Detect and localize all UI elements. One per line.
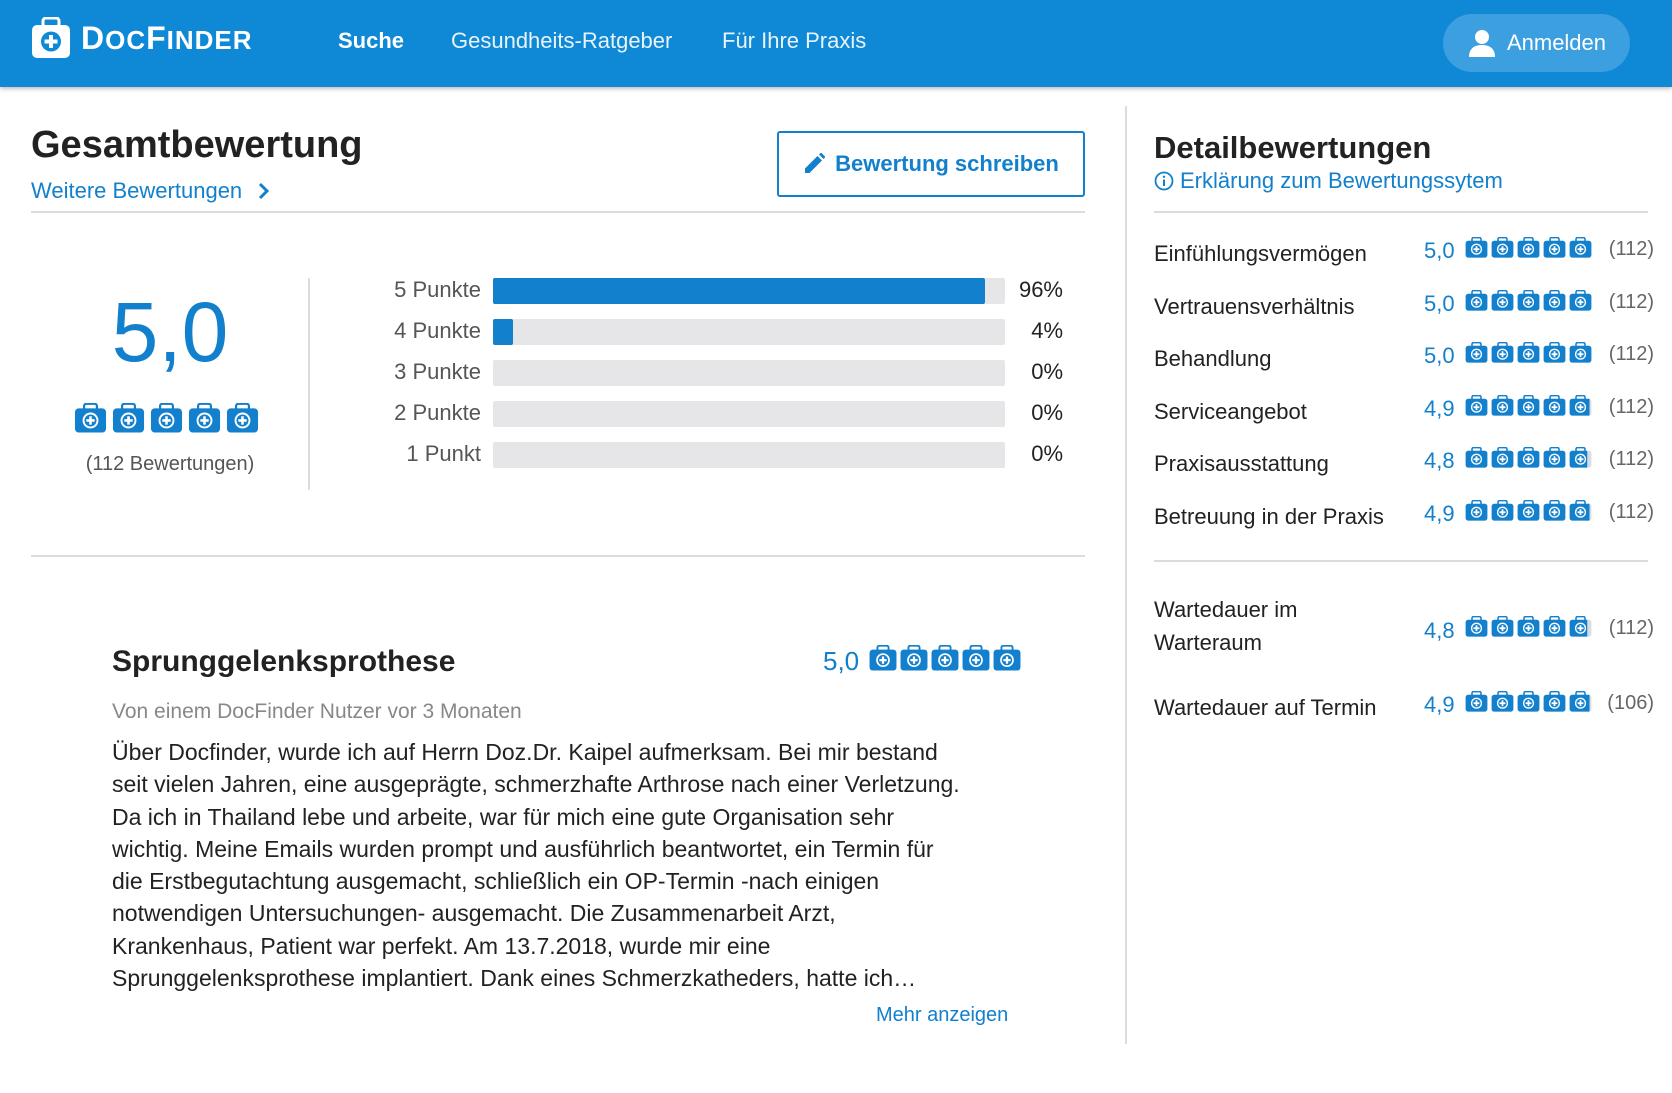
docfinder-logo[interactable] — [31, 17, 253, 59]
medical-kit-rating-icon — [1517, 447, 1540, 468]
detail-criterion-row — [1154, 389, 1654, 425]
write-review-label: Bewertung schreiben — [835, 151, 1059, 176]
overall-review-count: (112 Bewertungen) — [85, 453, 255, 475]
medical-kit-rating-icon — [1569, 691, 1592, 712]
rating-system-explanation-link[interactable] — [1154, 168, 1503, 194]
criterion-count: (112) — [1608, 448, 1654, 470]
medical-kit-rating-icon — [1465, 342, 1488, 363]
nav-suche[interactable]: Suche — [338, 28, 405, 53]
distribution-label: 2 Punkte — [394, 400, 481, 425]
review-score: 5,0 — [823, 646, 860, 676]
medical-kit-rating-icon — [1569, 616, 1592, 637]
distribution-bar-track — [493, 401, 1005, 427]
medical-kit-rating-icon — [1517, 691, 1540, 712]
medical-kit-rating-icon — [1465, 447, 1488, 468]
detail-criterion-row — [1154, 284, 1654, 320]
criterion-score: 4,9 — [1424, 501, 1455, 526]
distribution-bar-track — [493, 442, 1005, 468]
logo-wordmark: DOCFINDER — [81, 19, 253, 56]
distribution-row — [330, 439, 1070, 469]
distribution-percent: 0% — [1031, 441, 1063, 466]
overall-rating-title: Gesamtbewertung — [31, 124, 363, 166]
distribution-percent: 0% — [1031, 400, 1063, 425]
divider — [1154, 560, 1648, 562]
login-label: Anmelden — [1506, 30, 1607, 55]
distribution-percent: 0% — [1031, 359, 1063, 384]
nav-fuer-ihre-praxis[interactable]: Für Ihre Praxis — [722, 28, 867, 53]
medical-kit-rating-icon — [1569, 237, 1592, 258]
review-title: Sprunggelenksprothese — [112, 645, 456, 678]
pencil-icon — [803, 153, 825, 175]
distribution-bar-track — [493, 360, 1005, 386]
detail-ratings-title: Detailbewertungen — [1154, 130, 1432, 165]
waiting-count: (112) — [1608, 617, 1654, 639]
criterion-score: 5,0 — [1424, 291, 1455, 316]
medical-kit-rating-icon — [1543, 237, 1566, 258]
medical-kit-rating-icon — [1517, 342, 1540, 363]
medical-kit-rating-icon — [1517, 237, 1540, 258]
criterion-score: 5,0 — [1424, 238, 1455, 263]
medical-kit-rating-icon — [900, 645, 928, 671]
divider — [1154, 211, 1648, 213]
waiting-rating-icons — [1465, 691, 1592, 712]
review-text-line: notwendigen Untersuchungen- ausgemacht. Die Zusammenarbeit Arzt, — [112, 900, 836, 927]
review-text-line: wichtig. Meine Emails wurden prompt und ausführlich beantwortet, ein Termin für — [112, 835, 934, 862]
medical-kit-rating-icon — [1491, 447, 1514, 468]
criterion-rating-icons — [1465, 500, 1592, 521]
distribution-percent: 96% — [1018, 277, 1063, 302]
medical-kit-rating-icon — [1543, 616, 1566, 637]
medical-kit-rating-icon — [1491, 237, 1514, 258]
medical-kit-rating-icon — [1543, 290, 1566, 311]
top-navigation-bar — [0, 0, 1672, 87]
medical-kit-rating-icon — [1543, 691, 1566, 712]
waiting-rating-icons — [1465, 616, 1592, 637]
medical-kit-rating-icon — [226, 403, 259, 433]
distribution-row — [330, 275, 1070, 305]
medical-kit-rating-icon — [1569, 395, 1592, 416]
waiting-count: (106) — [1607, 692, 1654, 714]
criterion-rating-icons — [1465, 447, 1592, 468]
medical-kit-rating-icon — [1543, 342, 1566, 363]
medical-kit-rating-icon — [1465, 500, 1488, 521]
waiting-time-row — [1154, 685, 1654, 721]
medical-kit-rating-icon — [962, 645, 990, 671]
criterion-label: Betreuung in der Praxis — [1154, 504, 1384, 529]
medical-kit-rating-icon — [1491, 616, 1514, 637]
detail-criterion-row — [1154, 494, 1654, 530]
nav-gesundheits-ratgeber[interactable]: Gesundheits-Ratgeber — [451, 28, 673, 53]
medical-kit-rating-icon — [1465, 616, 1488, 637]
medical-kit-rating-icon — [1491, 342, 1514, 363]
chevron-right-icon — [258, 182, 270, 200]
divider — [31, 211, 1085, 213]
waiting-label — [1154, 691, 1377, 724]
distribution-bar-fill — [493, 319, 513, 345]
waiting-score: 4,8 — [1424, 618, 1455, 643]
criterion-count: (112) — [1608, 343, 1654, 365]
medical-bag-logo-icon — [31, 17, 71, 59]
criterion-score: 4,9 — [1424, 396, 1455, 421]
overall-score: 5,0 — [111, 285, 229, 379]
distribution-bar-fill — [493, 278, 985, 304]
info-icon — [1154, 171, 1174, 191]
distribution-row — [330, 357, 1070, 387]
waiting-score: 4,9 — [1424, 692, 1455, 717]
distribution-label: 1 Punkt — [406, 441, 481, 466]
criterion-label: Serviceangebot — [1154, 399, 1307, 424]
review-rating-icons — [869, 645, 1021, 671]
divider — [31, 555, 1085, 557]
distribution-label: 3 Punkte — [394, 359, 481, 384]
review-meta: Von einem DocFinder Nutzer vor 3 Monaten — [112, 700, 522, 723]
medical-kit-rating-icon — [1465, 395, 1488, 416]
medical-kit-rating-icon — [1491, 290, 1514, 311]
column-divider — [1125, 106, 1127, 1044]
medical-kit-rating-icon — [1491, 395, 1514, 416]
distribution-label: 5 Punkte — [394, 277, 481, 302]
criterion-label: Einfühlungsvermögen — [1154, 241, 1367, 266]
more-reviews-link[interactable] — [31, 178, 270, 204]
distribution-label: 4 Punkte — [394, 318, 481, 343]
review-text-line: Krankenhaus, Patient war perfekt. Am 13.7.2018, wurde mir eine — [112, 932, 771, 959]
waiting-label-line: Wartedauer im — [1154, 597, 1298, 622]
medical-kit-rating-icon — [1465, 290, 1488, 311]
medical-kit-rating-icon — [993, 645, 1021, 671]
login-button[interactable] — [1443, 14, 1630, 72]
medical-kit-rating-icon — [1569, 290, 1592, 311]
criterion-count: (112) — [1608, 396, 1654, 418]
medical-kit-rating-icon — [1465, 691, 1488, 712]
medical-kit-rating-icon — [869, 645, 897, 671]
waiting-label-line: Wartedauer auf Termin — [1154, 695, 1377, 720]
criterion-score: 5,0 — [1424, 343, 1455, 368]
medical-kit-rating-icon — [1517, 395, 1540, 416]
criterion-rating-icons — [1465, 237, 1592, 258]
vertical-divider — [308, 278, 310, 490]
more-reviews-label: Weitere Bewertungen — [31, 178, 243, 203]
review-text — [112, 736, 1012, 994]
detail-criterion-row — [1154, 231, 1654, 267]
waiting-label — [1154, 593, 1297, 659]
medical-kit-rating-icon — [1465, 237, 1488, 258]
overall-rating-icons — [74, 403, 259, 433]
criterion-rating-icons — [1465, 290, 1592, 311]
medical-kit-rating-icon — [188, 403, 221, 433]
rating-system-explanation-label: Erklärung zum Bewertungssytem — [1180, 168, 1503, 193]
distribution-percent: 4% — [1031, 318, 1063, 343]
distribution-row — [330, 316, 1070, 346]
detail-criterion-row — [1154, 441, 1654, 477]
detail-criterion-row — [1154, 336, 1654, 372]
criterion-score: 4,8 — [1424, 448, 1455, 473]
distribution-bar-track — [493, 319, 1005, 345]
review-text-line: Sprunggelenksprothese implantiert. Dank eines Schmerzkatheders, hatte ich… — [112, 965, 917, 992]
medical-kit-rating-icon — [1569, 500, 1592, 521]
medical-kit-rating-icon — [1491, 500, 1514, 521]
review-text-line: die Erstbegutachtung ausgemacht, schließlich ein OP-Termin -nach einigen — [112, 868, 880, 895]
medical-kit-rating-icon — [74, 403, 107, 433]
medical-kit-rating-icon — [1517, 616, 1540, 637]
criterion-rating-icons — [1465, 395, 1592, 416]
criterion-label: Behandlung — [1154, 346, 1272, 371]
medical-kit-rating-icon — [1543, 500, 1566, 521]
waiting-label-line: Warteraum — [1154, 630, 1262, 655]
medical-kit-rating-icon — [931, 645, 959, 671]
review-text-line: Über Docfinder, wurde ich auf Herrn Doz.Dr. Kaipel aufmerksam. Bei mir bestand — [112, 739, 938, 765]
review-text-line: seit vielen Jahren, eine ausgeprägte, schmerzhafte Arthrose nach einer Verletzung. — [112, 771, 960, 798]
medical-kit-rating-icon — [1517, 290, 1540, 311]
write-review-button[interactable] — [777, 131, 1085, 197]
medical-kit-rating-icon — [1569, 342, 1592, 363]
waiting-time-row — [1154, 597, 1654, 655]
show-more-link[interactable]: Mehr anzeigen — [876, 1004, 1009, 1026]
medical-kit-rating-icon — [112, 403, 145, 433]
criterion-count: (112) — [1608, 501, 1654, 523]
distribution-bar-track — [493, 278, 1005, 304]
medical-kit-rating-icon — [1569, 447, 1592, 468]
distribution-row — [330, 398, 1070, 428]
criterion-rating-icons — [1465, 342, 1592, 363]
criterion-count: (112) — [1608, 238, 1654, 260]
medical-kit-rating-icon — [1491, 691, 1514, 712]
user-icon — [1467, 28, 1497, 58]
criterion-label: Praxisausstattung — [1154, 451, 1329, 476]
review-text-line: Da ich in Thailand lebe und arbeite, war für mich eine gute Organisation sehr — [112, 803, 895, 830]
criterion-count: (112) — [1608, 291, 1654, 313]
criterion-label: Vertrauensverhältnis — [1154, 294, 1355, 319]
medical-kit-rating-icon — [1517, 500, 1540, 521]
medical-kit-rating-icon — [150, 403, 183, 433]
medical-kit-rating-icon — [1543, 447, 1566, 468]
medical-kit-rating-icon — [1543, 395, 1566, 416]
